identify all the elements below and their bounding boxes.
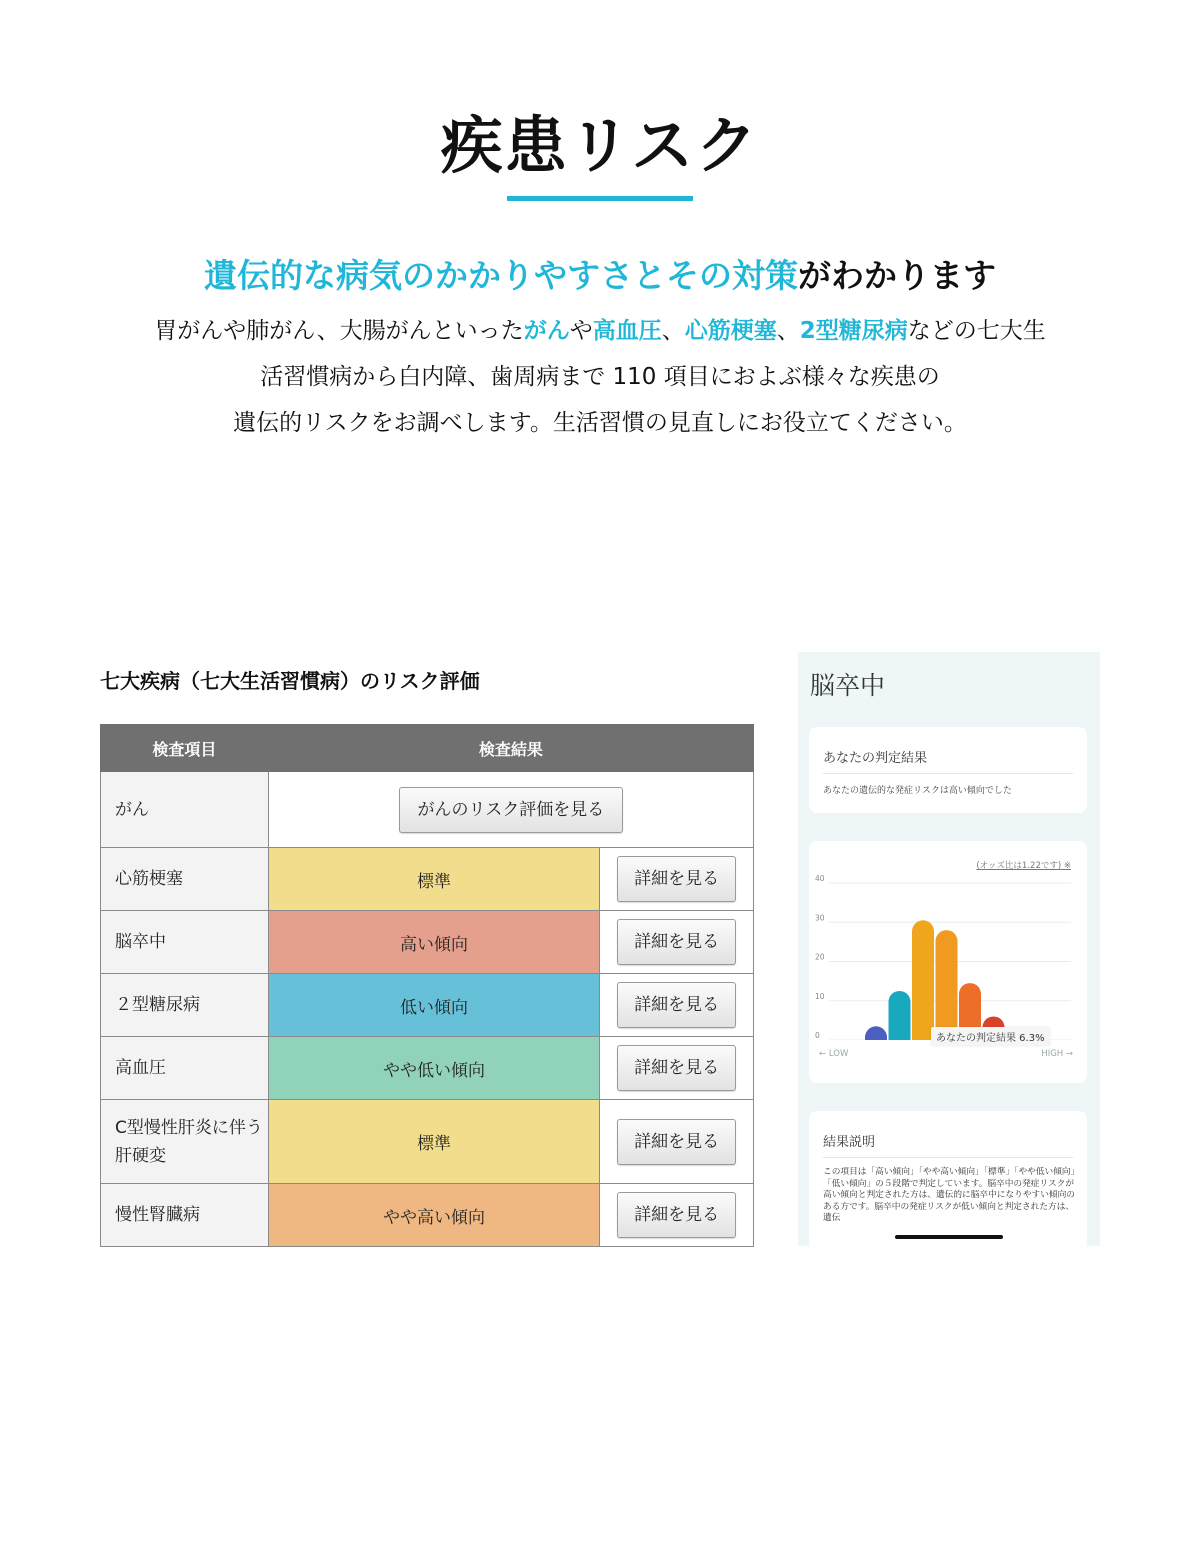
y-tick-label: 0: [815, 1031, 820, 1040]
row-name: C型慢性肝炎に伴う肝硬変: [101, 1100, 269, 1184]
y-tick-label: 20: [815, 952, 825, 962]
title-underline: [507, 196, 693, 201]
judgement-card: [809, 727, 1087, 813]
row-result: やや高い傾向: [268, 1184, 599, 1247]
highlight-hypertension: 高血圧: [592, 318, 662, 344]
table-header-row: [101, 725, 754, 772]
detail-button[interactable]: 詳細を見る: [617, 1045, 736, 1091]
table-row: [101, 911, 754, 974]
divider: [823, 773, 1073, 774]
explain-text: この項目は「高い傾向」「やや高い傾向」「標準」「やや低い傾向」「低い傾向」の５段階で判定しています。脳卒中の発症リスクが高い傾向と判定された方は、遺伝的に脳卒中になりやすい傾向のある方です。脳卒中の発症リスクが低い傾向と判定された方は、遺伝: [823, 1167, 1075, 1223]
cancer-risk-button[interactable]: がんのリスク評価を見る: [399, 787, 624, 833]
detail-button[interactable]: 詳細を見る: [617, 856, 736, 902]
table-row: [101, 1037, 754, 1100]
detail-button[interactable]: 詳細を見る: [617, 1119, 736, 1165]
odds-link[interactable]: (オッズ比は1.22です) ※: [976, 861, 1071, 871]
lead-accent: 遺伝的な病気のかかりやすさとその対策: [204, 256, 798, 295]
row-result: 低い傾向: [268, 974, 599, 1037]
explain-card: [809, 1111, 1087, 1246]
table-row: [101, 1184, 754, 1247]
highlight-diabetes: 2型糖尿病: [799, 318, 908, 344]
row-name: がん: [101, 772, 269, 848]
table-row: [101, 974, 754, 1037]
desc-line-3: 遺伝的リスクをお調べします。生活習慣の見直しにお役立てください。: [233, 410, 967, 436]
lead-rest: がわかります: [798, 256, 996, 295]
section-title: 七大疾病（七大生活習慣病）のリスク評価: [100, 669, 480, 693]
row-name: 慢性腎臓病: [101, 1184, 269, 1247]
row-name: ２型糖尿病: [101, 974, 269, 1037]
desc-line-2: 活習慣病から白内障、歯周病まで 110 項目におよぶ様々な疾患の: [260, 364, 940, 390]
explain-heading: 結果説明: [823, 1135, 876, 1150]
row-result: 標準: [268, 848, 599, 911]
y-tick-label: 10: [815, 991, 825, 1001]
home-indicator: [895, 1235, 1003, 1239]
desc-line-1: 胃がんや肺がん、大腸がんといったがんや高血圧、心筋梗塞、2型糖尿病などの七大生: [154, 318, 1046, 344]
y-tick-label: 40: [815, 874, 825, 883]
detail-button[interactable]: 詳細を見る: [617, 982, 736, 1028]
chart-card: [809, 841, 1087, 1083]
detail-button[interactable]: 詳細を見る: [617, 1192, 736, 1238]
row-result: 標準: [268, 1100, 599, 1184]
judgement-text: あなたの遺伝的な発症リスクは高い傾向でした: [823, 786, 1012, 796]
judgement-heading: あなたの判定結果: [823, 751, 928, 766]
table-row: [101, 848, 754, 911]
highlight-cancer: がん: [523, 318, 570, 344]
row-name: 心筋梗塞: [101, 848, 269, 911]
row-result: やや低い傾向: [268, 1037, 599, 1100]
phone-title: 脳卒中: [810, 671, 886, 700]
row-name: 高血圧: [101, 1037, 269, 1100]
header-item: 検査項目: [101, 725, 269, 772]
risk-chart: [809, 861, 1087, 1051]
header-result: 検査結果: [268, 725, 753, 772]
row-name: 脳卒中: [101, 911, 269, 974]
risk-table: [100, 724, 754, 1247]
result-tag: あなたの判定結果 6.3%: [931, 1027, 1050, 1046]
divider: [823, 1157, 1073, 1158]
page-title: 疾患リスク: [440, 109, 760, 182]
highlight-mi: 心筋梗塞: [684, 318, 777, 344]
phone-screen: [798, 652, 1100, 1246]
table-row-cancer: [101, 772, 754, 848]
low-label: ← LOW: [819, 1049, 849, 1059]
row-result: 高い傾向: [268, 911, 599, 974]
y-tick-label: 30: [815, 913, 825, 923]
lead-text: [0, 250, 1200, 297]
description: [100, 308, 1100, 446]
detail-button[interactable]: 詳細を見る: [617, 919, 736, 965]
table-row: [101, 1100, 754, 1184]
high-label: HIGH →: [1041, 1049, 1073, 1059]
